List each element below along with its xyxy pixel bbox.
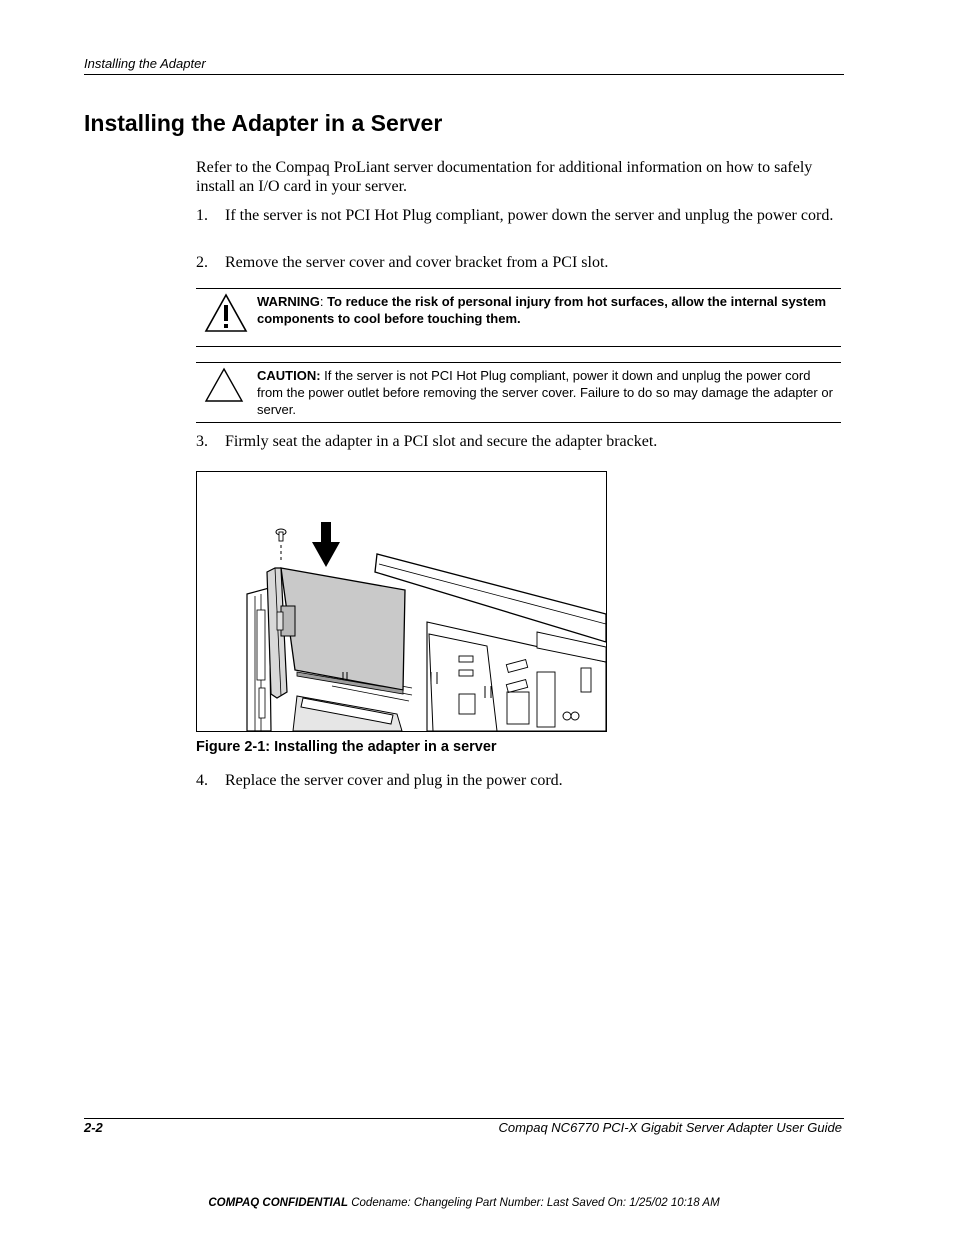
caution-bottom-rule (196, 422, 841, 423)
caution-text-block (257, 367, 837, 418)
warning-text-block (257, 293, 837, 327)
warning-text: To reduce the risk of personal injury from hot surfaces, allow the internal system components to cool before touching them. (257, 294, 827, 326)
step-4 (196, 771, 841, 790)
page-title: Installing the Adapter in a Server (84, 110, 443, 136)
warning-exclamation-triangle-icon (204, 293, 248, 333)
caution-notice (196, 362, 841, 422)
server-adapter-illustration (197, 472, 606, 731)
warning-notice (196, 288, 841, 346)
step-number: 4. (196, 772, 208, 789)
step-3 (196, 432, 841, 451)
warning-separator: : (319, 294, 324, 309)
step-number: 3. (196, 433, 208, 450)
header-rule (84, 74, 844, 75)
confidential-notice (0, 1197, 928, 1209)
step-text: Remove the server cover and cover bracket from a PCI slot. (225, 254, 609, 271)
footer-rule (84, 1118, 844, 1119)
confidential-label: COMPAQ CONFIDENTIAL (208, 1197, 349, 1209)
caution-triangle-icon (204, 367, 244, 403)
confidential-text: Codename: Changeling Part Number: Last Saved On: 1/25/02 10:18 AM (348, 1197, 720, 1209)
step-1 (196, 206, 841, 225)
figure-caption: Figure 2-1: Installing the adapter in a server (196, 739, 497, 755)
figure-illustration (196, 471, 607, 732)
page-number: 2-2 (84, 1120, 103, 1135)
running-header: Installing the Adapter (84, 56, 206, 71)
guide-title: Compaq NC6770 PCI-X Gigabit Server Adapter User Guide (498, 1120, 842, 1135)
step-number: 1. (196, 207, 208, 224)
caution-text: If the server is not PCI Hot Plug compliant, power it down and unplug the power cord from the power outlet before removing the server cover. Failure to do so may damage the adapter or server. (257, 368, 833, 417)
step-number: 2. (196, 254, 208, 271)
caution-label: CAUTION: (257, 368, 321, 383)
intro-paragraph: Refer to the Compaq ProLiant server documentation for additional information on how to safely install an I/O card in your server. (196, 159, 813, 195)
warning-bottom-rule (196, 346, 841, 347)
step-text: If the server is not PCI Hot Plug compliant, power down the server and unplug the power cord. (225, 207, 834, 224)
warning-label: WARNING (257, 294, 320, 309)
step-2 (196, 253, 841, 272)
step-text: Firmly seat the adapter in a PCI slot and secure the adapter bracket. (225, 433, 658, 450)
step-text: Replace the server cover and plug in the power cord. (225, 772, 563, 789)
